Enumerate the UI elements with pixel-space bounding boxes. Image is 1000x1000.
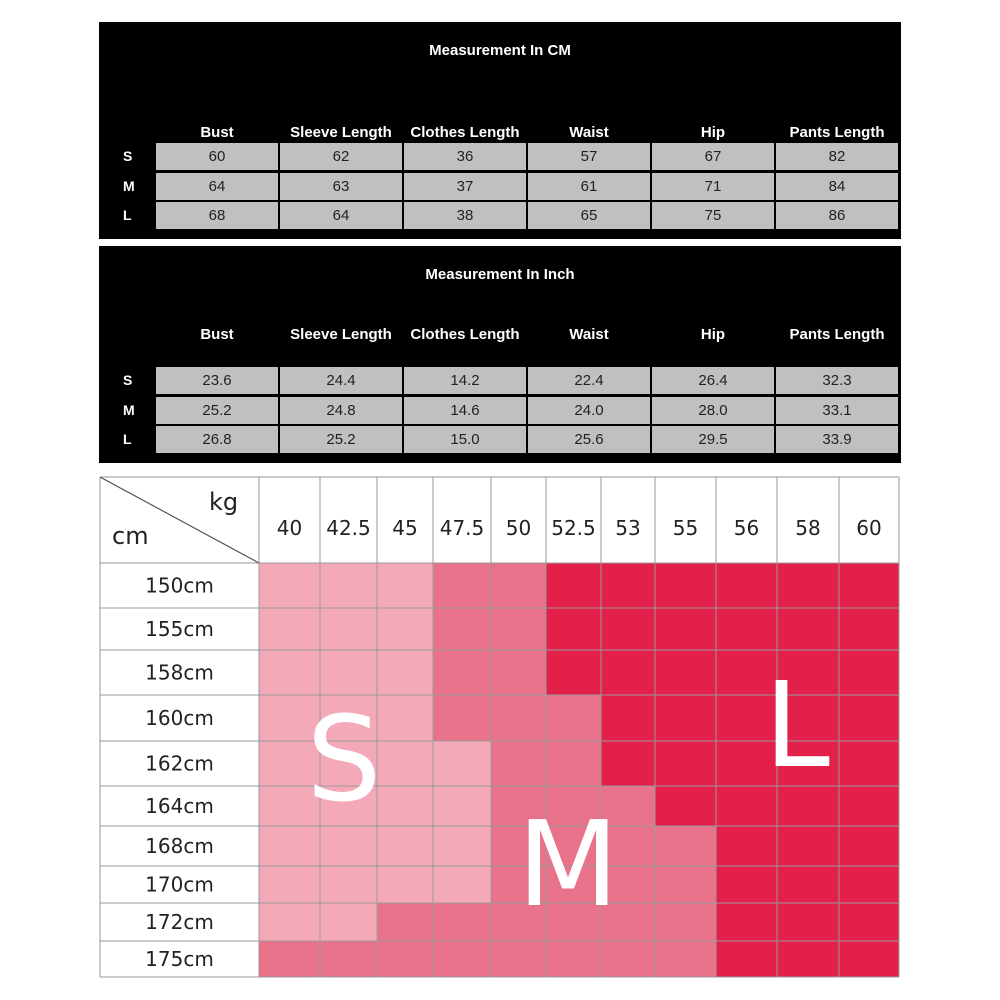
- weight-label: 60: [856, 516, 882, 540]
- size-label: M: [123, 402, 135, 418]
- table-cell: 25.6: [528, 426, 650, 453]
- header-pants-length: Pants Length: [789, 326, 885, 343]
- table-cell: 14.6: [404, 397, 526, 424]
- size-cell-m: [491, 741, 546, 786]
- size-cell-l: [546, 563, 601, 608]
- size-cell-l: [839, 563, 899, 608]
- size-cell-s: [377, 695, 433, 741]
- size-cell-s: [377, 608, 433, 650]
- size-cell-m: [655, 903, 716, 941]
- size-cell-s: [320, 608, 377, 650]
- weight-label: 56: [733, 516, 760, 540]
- table-cell: 63: [280, 173, 402, 200]
- size-cell-m: [491, 695, 546, 741]
- size-cell-l: [655, 695, 716, 741]
- table-cell: 62: [280, 143, 402, 170]
- weight-label: 52.5: [551, 516, 596, 540]
- size-cell-s: [320, 866, 377, 903]
- table-cell: 75: [652, 202, 774, 229]
- size-cell-m: [655, 826, 716, 866]
- height-label: 170cm: [145, 872, 214, 897]
- size-cell-m: [377, 903, 433, 941]
- size-cell-l: [716, 563, 777, 608]
- size-cell-s: [259, 563, 320, 608]
- size-cell-l: [655, 563, 716, 608]
- size-cell-l: [777, 563, 839, 608]
- size-cell-l: [546, 608, 601, 650]
- table-cell: 84: [776, 173, 898, 200]
- size-cell-m: [601, 941, 655, 977]
- size-cell-l: [716, 608, 777, 650]
- table-cell: 33.9: [776, 426, 898, 453]
- size-cell-s: [433, 866, 491, 903]
- size-cell-m: [433, 695, 491, 741]
- weight-label: 58: [795, 516, 821, 540]
- size-cell-l: [655, 608, 716, 650]
- height-label: 150cm: [145, 573, 214, 598]
- size-cell-s: [259, 866, 320, 903]
- size-label: L: [123, 207, 132, 223]
- height-column: [145, 574, 214, 972]
- size-cell-s: [320, 903, 377, 941]
- size-cell-m: [655, 941, 716, 977]
- size-m-label: M: [517, 795, 619, 933]
- size-cell-s: [259, 826, 320, 866]
- size-cell-s: [433, 741, 491, 786]
- size-cell-m: [491, 650, 546, 695]
- table-cell: 71: [652, 173, 774, 200]
- table-cell: 25.2: [156, 397, 278, 424]
- size-cell-m: [491, 563, 546, 608]
- table-cell: 61: [528, 173, 650, 200]
- table-cell: 64: [156, 173, 278, 200]
- table-cell: 82: [776, 143, 898, 170]
- size-cell-l: [655, 650, 716, 695]
- size-cell-s: [320, 650, 377, 695]
- header-clothes-length: Clothes Length: [410, 124, 520, 141]
- table-cell: 24.0: [528, 397, 650, 424]
- table-cell: 38: [404, 202, 526, 229]
- header-clothes-length: Clothes Length: [410, 326, 520, 343]
- size-label: L: [123, 431, 132, 447]
- size-cell-s: [377, 826, 433, 866]
- size-cell-l: [601, 563, 655, 608]
- height-label: 172cm: [145, 910, 214, 934]
- weight-label: 42.5: [326, 516, 371, 540]
- size-cell-m: [433, 650, 491, 695]
- table-cell: 26.4: [652, 367, 774, 394]
- size-cell-l: [601, 650, 655, 695]
- table-cell: 29.5: [652, 426, 774, 453]
- height-label: 155cm: [145, 617, 214, 641]
- table-cell: 65: [528, 202, 650, 229]
- header-waist: Waist: [569, 124, 609, 141]
- size-cell-s: [320, 826, 377, 866]
- size-label: S: [123, 372, 133, 388]
- header-hip: Hip: [700, 326, 726, 343]
- header-bust: Bust: [200, 124, 234, 141]
- size-cell-l: [839, 866, 899, 903]
- size-cell-l: [777, 608, 839, 650]
- size-cell-l: [839, 786, 899, 826]
- size-cell-l: [716, 941, 777, 977]
- table-cell: 64: [280, 202, 402, 229]
- size-cell-s: [433, 786, 491, 826]
- size-cell-l: [839, 650, 899, 695]
- cm-table-title: Measurement In CM: [429, 42, 571, 59]
- height-label: 168cm: [145, 834, 214, 858]
- header-sleeve-length: Sleeve Length: [290, 124, 392, 141]
- header-hip: Hip: [700, 124, 726, 141]
- size-cell-l: [601, 608, 655, 650]
- weight-label: 53: [615, 516, 641, 540]
- table-cell: 24.8: [280, 397, 402, 424]
- header-sleeve-length: Sleeve Length: [290, 326, 392, 343]
- table-cell: 33.1: [776, 397, 898, 424]
- table-cell: 68: [156, 202, 278, 229]
- size-cell-l: [655, 741, 716, 786]
- table-cell: 67: [652, 143, 774, 170]
- size-cell-m: [491, 608, 546, 650]
- size-cell-s: [377, 650, 433, 695]
- size-cell-s: [259, 608, 320, 650]
- weight-label: 40: [276, 516, 303, 540]
- corner-kg-label: kg: [209, 488, 239, 516]
- height-label: 158cm: [145, 660, 214, 685]
- size-cell-m: [546, 941, 601, 977]
- size-cell-l: [839, 741, 899, 786]
- size-cell-l: [716, 903, 777, 941]
- size-cell-l: [777, 826, 839, 866]
- table-cell: 23.6: [156, 367, 278, 394]
- table-cell: 28.0: [652, 397, 774, 424]
- table-cell: 36: [404, 143, 526, 170]
- size-cell-s: [433, 826, 491, 866]
- size-cell-m: [491, 941, 546, 977]
- height-label: 162cm: [145, 751, 214, 776]
- size-cell-s: [377, 741, 433, 786]
- size-cell-m: [433, 903, 491, 941]
- size-l-label: L: [764, 656, 830, 794]
- size-cell-l: [839, 826, 899, 866]
- size-cell-l: [839, 608, 899, 650]
- height-label: 160cm: [145, 706, 214, 730]
- table-cell: 26.8: [156, 426, 278, 453]
- corner-cm-label: cm: [112, 522, 149, 550]
- table-cell: 14.2: [404, 367, 526, 394]
- table-cell: 37: [404, 173, 526, 200]
- size-cell-l: [601, 741, 655, 786]
- size-s-label: S: [306, 690, 382, 828]
- size-cell-s: [377, 866, 433, 903]
- height-label: 164cm: [145, 794, 214, 818]
- size-cell-l: [839, 695, 899, 741]
- table-cell: 22.4: [528, 367, 650, 394]
- size-cell-l: [601, 695, 655, 741]
- size-label: S: [123, 148, 133, 164]
- table-cell: 86: [776, 202, 898, 229]
- size-cell-l: [716, 866, 777, 903]
- size-cell-s: [259, 650, 320, 695]
- table-cell: 60: [156, 143, 278, 170]
- size-cell-s: [320, 563, 377, 608]
- weight-label: 55: [672, 516, 699, 540]
- weight-label: 45: [392, 516, 418, 540]
- weight-label: 50: [505, 516, 532, 540]
- weight-header: [277, 516, 882, 540]
- size-cell-m: [433, 941, 491, 977]
- header-waist: Waist: [569, 326, 609, 343]
- size-cell-l: [777, 941, 839, 977]
- table-cell: 24.4: [280, 367, 402, 394]
- header-pants-length: Pants Length: [789, 124, 885, 141]
- size-cell-l: [839, 903, 899, 941]
- size-cell-l: [777, 866, 839, 903]
- table-cell: 32.3: [776, 367, 898, 394]
- size-cell-l: [655, 786, 716, 826]
- size-cell-m: [655, 866, 716, 903]
- table-cell: 15.0: [404, 426, 526, 453]
- weight-label: 47.5: [439, 516, 485, 540]
- inch-table-title: Measurement In Inch: [425, 266, 575, 283]
- table-cell: 57: [528, 143, 650, 170]
- header-bust: Bust: [200, 326, 234, 343]
- table-cell: 25.2: [280, 426, 402, 453]
- size-cell-s: [377, 563, 433, 608]
- size-label: M: [123, 178, 135, 194]
- size-cell-m: [546, 695, 601, 741]
- size-cell-m: [377, 941, 433, 977]
- size-cell-l: [777, 903, 839, 941]
- size-cell-l: [839, 941, 899, 977]
- size-cell-m: [433, 608, 491, 650]
- size-cell-l: [716, 826, 777, 866]
- size-cell-m: [546, 741, 601, 786]
- size-cell-m: [259, 941, 320, 977]
- height-label: 175cm: [145, 947, 214, 971]
- size-cell-m: [320, 941, 377, 977]
- size-cell-s: [259, 903, 320, 941]
- size-cell-l: [546, 650, 601, 695]
- size-cell-m: [433, 563, 491, 608]
- size-cell-s: [377, 786, 433, 826]
